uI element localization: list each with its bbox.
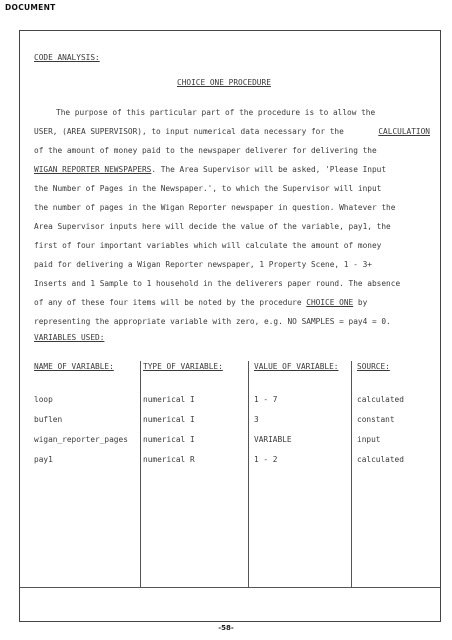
paragraph-line: The purpose of this particular part of the procedure is to allow the xyxy=(56,108,376,117)
document-header-label: DOCUMENT xyxy=(5,3,56,12)
table-bottom-rule xyxy=(20,587,440,588)
table-row: pay1 numerical R 1 - 2 calculated xyxy=(34,455,404,464)
paragraph-line: of any of these four items will be noted by the procedure CHOICE ONE by xyxy=(34,298,368,307)
column-header-source: SOURCE: xyxy=(357,362,390,371)
section-title: CODE ANALYSIS: xyxy=(34,53,100,62)
table-row: buflen numerical I 3 constant xyxy=(34,415,395,424)
page-number: -58- xyxy=(218,624,234,632)
paragraph-line: Inserts and 1 Sample to 1 household in the deliverers paper round. The absence xyxy=(34,279,401,288)
paragraph-line: USER, (AREA SUPERVISOR), to input numerical data necessary for the CALCULATION xyxy=(34,127,430,136)
paragraph-line: first of four important variables which will calculate the amount of money xyxy=(34,241,382,250)
table-row: wigan_reporter_pages numerical I VARIABLE input xyxy=(34,435,381,444)
paragraph-line: the Number of Pages in the Newspaper.', to which the Supervisor will input xyxy=(34,184,382,193)
paragraph-line: the number of pages in the Wigan Reporter newspaper in question. Whatever the xyxy=(34,203,396,212)
column-header-name: NAME OF VARIABLE: xyxy=(34,362,114,371)
paragraph-line: representing the appropriate variable with zero, e.g. NO SAMPLES = pay4 = 0. xyxy=(34,317,391,326)
document-frame xyxy=(19,30,441,622)
table-row: loop numerical I 1 - 7 calculated xyxy=(34,395,404,404)
column-header-value: VALUE OF VARIABLE: xyxy=(254,362,339,371)
paragraph-line: Area Supervisor inputs here will decide the value of the variable, pay1, the xyxy=(34,222,391,231)
column-header-type: TYPE OF VARIABLE: xyxy=(143,362,223,371)
paragraph-line: of the amount of money paid to the newspaper deliverer for delivering the xyxy=(34,146,377,155)
paragraph-line: WIGAN REPORTER NEWSPAPERS. The Area Supervisor will be asked, 'Please Input xyxy=(34,165,387,174)
procedure-title: CHOICE ONE PROCEDURE xyxy=(177,78,271,87)
paragraph-line: paid for delivering a Wigan Reporter newspaper, 1 Property Scene, 1 - 3+ xyxy=(34,260,372,269)
variables-title: VARIABLES USED: xyxy=(34,333,105,342)
